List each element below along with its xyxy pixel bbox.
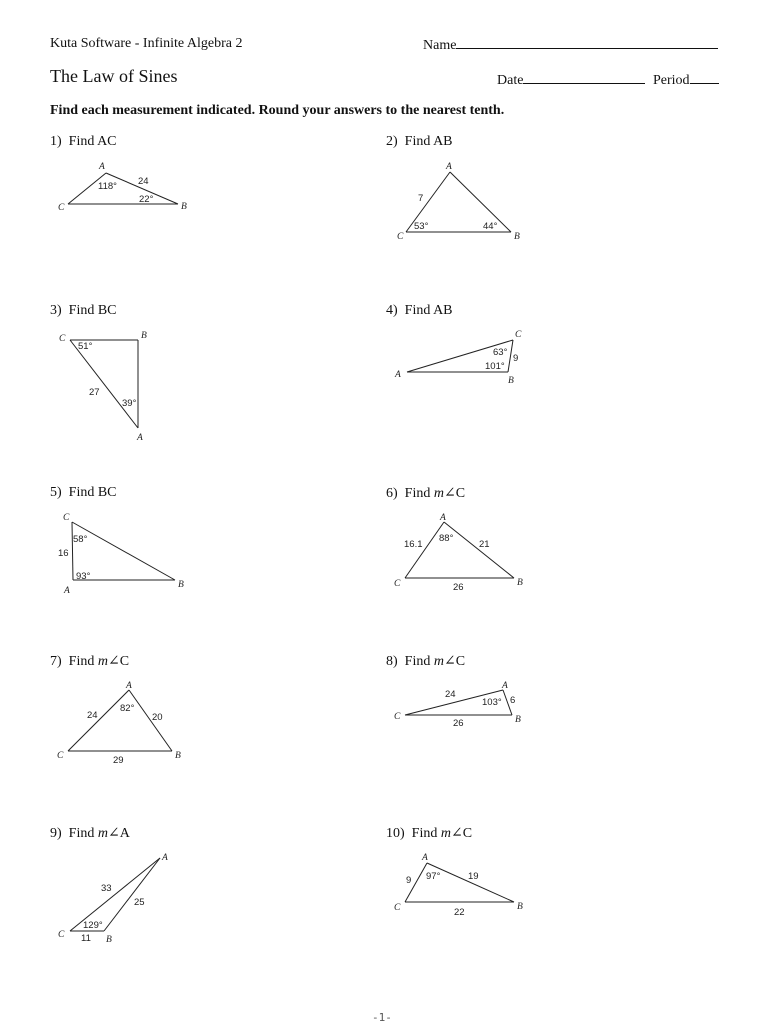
problem-text: Find — [404, 654, 434, 669]
problem-number: 3) — [50, 303, 62, 318]
vertex-a-label: A — [502, 681, 508, 691]
measure-m: m — [440, 826, 451, 841]
vertex-a-label: A — [422, 853, 428, 863]
angle-label: 88° — [439, 533, 454, 544]
angle-label: 51° — [78, 341, 93, 352]
side-label: 9 — [513, 353, 519, 364]
vertex-b-label: B — [178, 580, 184, 590]
triangle-6 — [394, 513, 523, 593]
problem-text: Find AC — [68, 134, 117, 149]
vertex-c-label: C — [394, 712, 401, 722]
problem-text: Find — [68, 654, 98, 669]
vertex-c-label: C — [57, 751, 64, 761]
angle-name: ∠C — [443, 486, 466, 501]
vertex-a-label: A — [99, 162, 105, 172]
triangle-8 — [394, 681, 521, 729]
side-label: 26 — [453, 718, 464, 729]
problem-number: 1) — [50, 134, 62, 149]
vertex-a-label: A — [126, 681, 132, 691]
vertex-a-label: A — [64, 586, 70, 596]
side-label: 21 — [479, 539, 490, 550]
problem-text: Find — [411, 826, 441, 841]
triangle-10 — [394, 853, 523, 918]
problem-number: 9) — [50, 826, 62, 841]
angle-name: ∠A — [107, 826, 130, 841]
angle-label: 53° — [414, 221, 429, 232]
vertex-b-label: B — [106, 935, 112, 945]
problem-text: Find BC — [68, 303, 117, 318]
measure-m: m — [433, 654, 444, 669]
vertex-c-label: C — [58, 203, 65, 213]
side-label: 26 — [453, 582, 464, 593]
vertex-c-label: C — [58, 930, 65, 940]
angle-label: 103° — [482, 697, 502, 708]
triangle-5 — [58, 513, 184, 596]
vertex-c-label: C — [63, 513, 70, 523]
angle-label: 44° — [483, 221, 498, 232]
problem-number: 2) — [386, 134, 398, 149]
vertex-a-label: A — [395, 370, 401, 380]
side-ca — [405, 522, 444, 578]
angle-label: 97° — [426, 871, 441, 882]
side-ca — [68, 690, 129, 751]
problem-number: 5) — [50, 485, 62, 500]
problem-number: 10) — [386, 826, 405, 841]
software-name: Kuta Software - Infinite Algebra 2 — [50, 36, 243, 51]
side-label: 6 — [510, 695, 516, 706]
measure-m: m — [97, 654, 108, 669]
angle-label: 129° — [83, 920, 103, 931]
period-label: Period — [653, 73, 690, 88]
angle-label: 63° — [493, 347, 508, 358]
vertex-b-label: B — [514, 232, 520, 242]
side-label: 7 — [418, 193, 424, 204]
side-label: 16.1 — [404, 539, 423, 550]
vertex-a-label: A — [137, 433, 143, 443]
side-label: 25 — [134, 897, 145, 908]
problem-number: 8) — [386, 654, 398, 669]
side-label: 19 — [468, 871, 479, 882]
vertex-b-label: B — [508, 376, 514, 386]
side-ab — [427, 863, 514, 902]
date-label: Date — [497, 73, 524, 88]
side-label: 29 — [113, 755, 124, 766]
measure-m: m — [97, 826, 108, 841]
vertex-c-label: C — [394, 579, 401, 589]
vertex-c-label: C — [394, 903, 401, 913]
problem-text: Find — [404, 486, 434, 501]
page-number: -1- — [372, 1011, 392, 1024]
angle-name: ∠C — [450, 826, 473, 841]
vertex-b-label: B — [517, 578, 523, 588]
angle-label: 39° — [122, 398, 137, 409]
measure-m: m — [433, 486, 444, 501]
vertex-a-label: A — [446, 162, 452, 172]
angle-name: ∠C — [443, 654, 466, 669]
side-ab — [450, 172, 511, 232]
angle-label: 22° — [139, 194, 154, 205]
side-label: 24 — [87, 710, 98, 721]
problem-text: Find AB — [404, 134, 453, 149]
side-ba — [104, 858, 160, 931]
angle-label: 93° — [76, 571, 91, 582]
instructions: Find each measurement indicated. Round your answers to the nearest tenth. — [50, 103, 505, 118]
triangle-7 — [57, 681, 181, 766]
side-ca — [70, 340, 138, 428]
triangle-9 — [58, 853, 168, 945]
angle-label: 58° — [73, 534, 88, 545]
vertex-a-label: A — [162, 853, 168, 863]
triangle-1 — [58, 162, 187, 213]
worksheet-title: The Law of Sines — [50, 66, 178, 86]
angle-name: ∠C — [107, 654, 130, 669]
angle-label: 118° — [98, 181, 117, 192]
problem-number: 7) — [50, 654, 62, 669]
side-label: 24 — [445, 689, 456, 700]
vertex-c-label: C — [59, 334, 66, 344]
triangle-3 — [59, 331, 147, 443]
problem-text: Find AB — [404, 303, 453, 318]
side-label: 9 — [406, 875, 412, 886]
angle-label: 82° — [120, 703, 135, 714]
vertex-b-label: B — [515, 715, 521, 725]
side-ab — [444, 522, 514, 578]
vertex-c-label: C — [515, 330, 522, 340]
triangle-2 — [397, 162, 520, 242]
side-ab — [129, 690, 172, 751]
side-label: 20 — [152, 712, 163, 723]
side-ca — [72, 522, 73, 580]
name-label: Name — [423, 38, 457, 53]
vertex-b-label: B — [175, 751, 181, 761]
vertex-c-label: C — [397, 232, 404, 242]
problem-number: 6) — [386, 486, 398, 501]
side-label: 16 — [58, 548, 69, 559]
problem-text: Find — [68, 826, 98, 841]
problem-number: 4) — [386, 303, 398, 318]
triangle-4 — [394, 330, 522, 386]
side-label: 33 — [101, 883, 112, 894]
side-label: 11 — [81, 933, 91, 944]
angle-label: 101° — [485, 361, 505, 372]
vertex-b-label: B — [517, 902, 523, 912]
side-label: 22 — [454, 907, 465, 918]
vertex-a-label: A — [440, 513, 446, 523]
problem-text: Find BC — [68, 485, 117, 500]
side-label: 27 — [89, 387, 100, 398]
side-label: 24 — [138, 176, 149, 187]
vertex-b-label: B — [141, 331, 147, 341]
vertex-b-label: B — [181, 202, 187, 212]
